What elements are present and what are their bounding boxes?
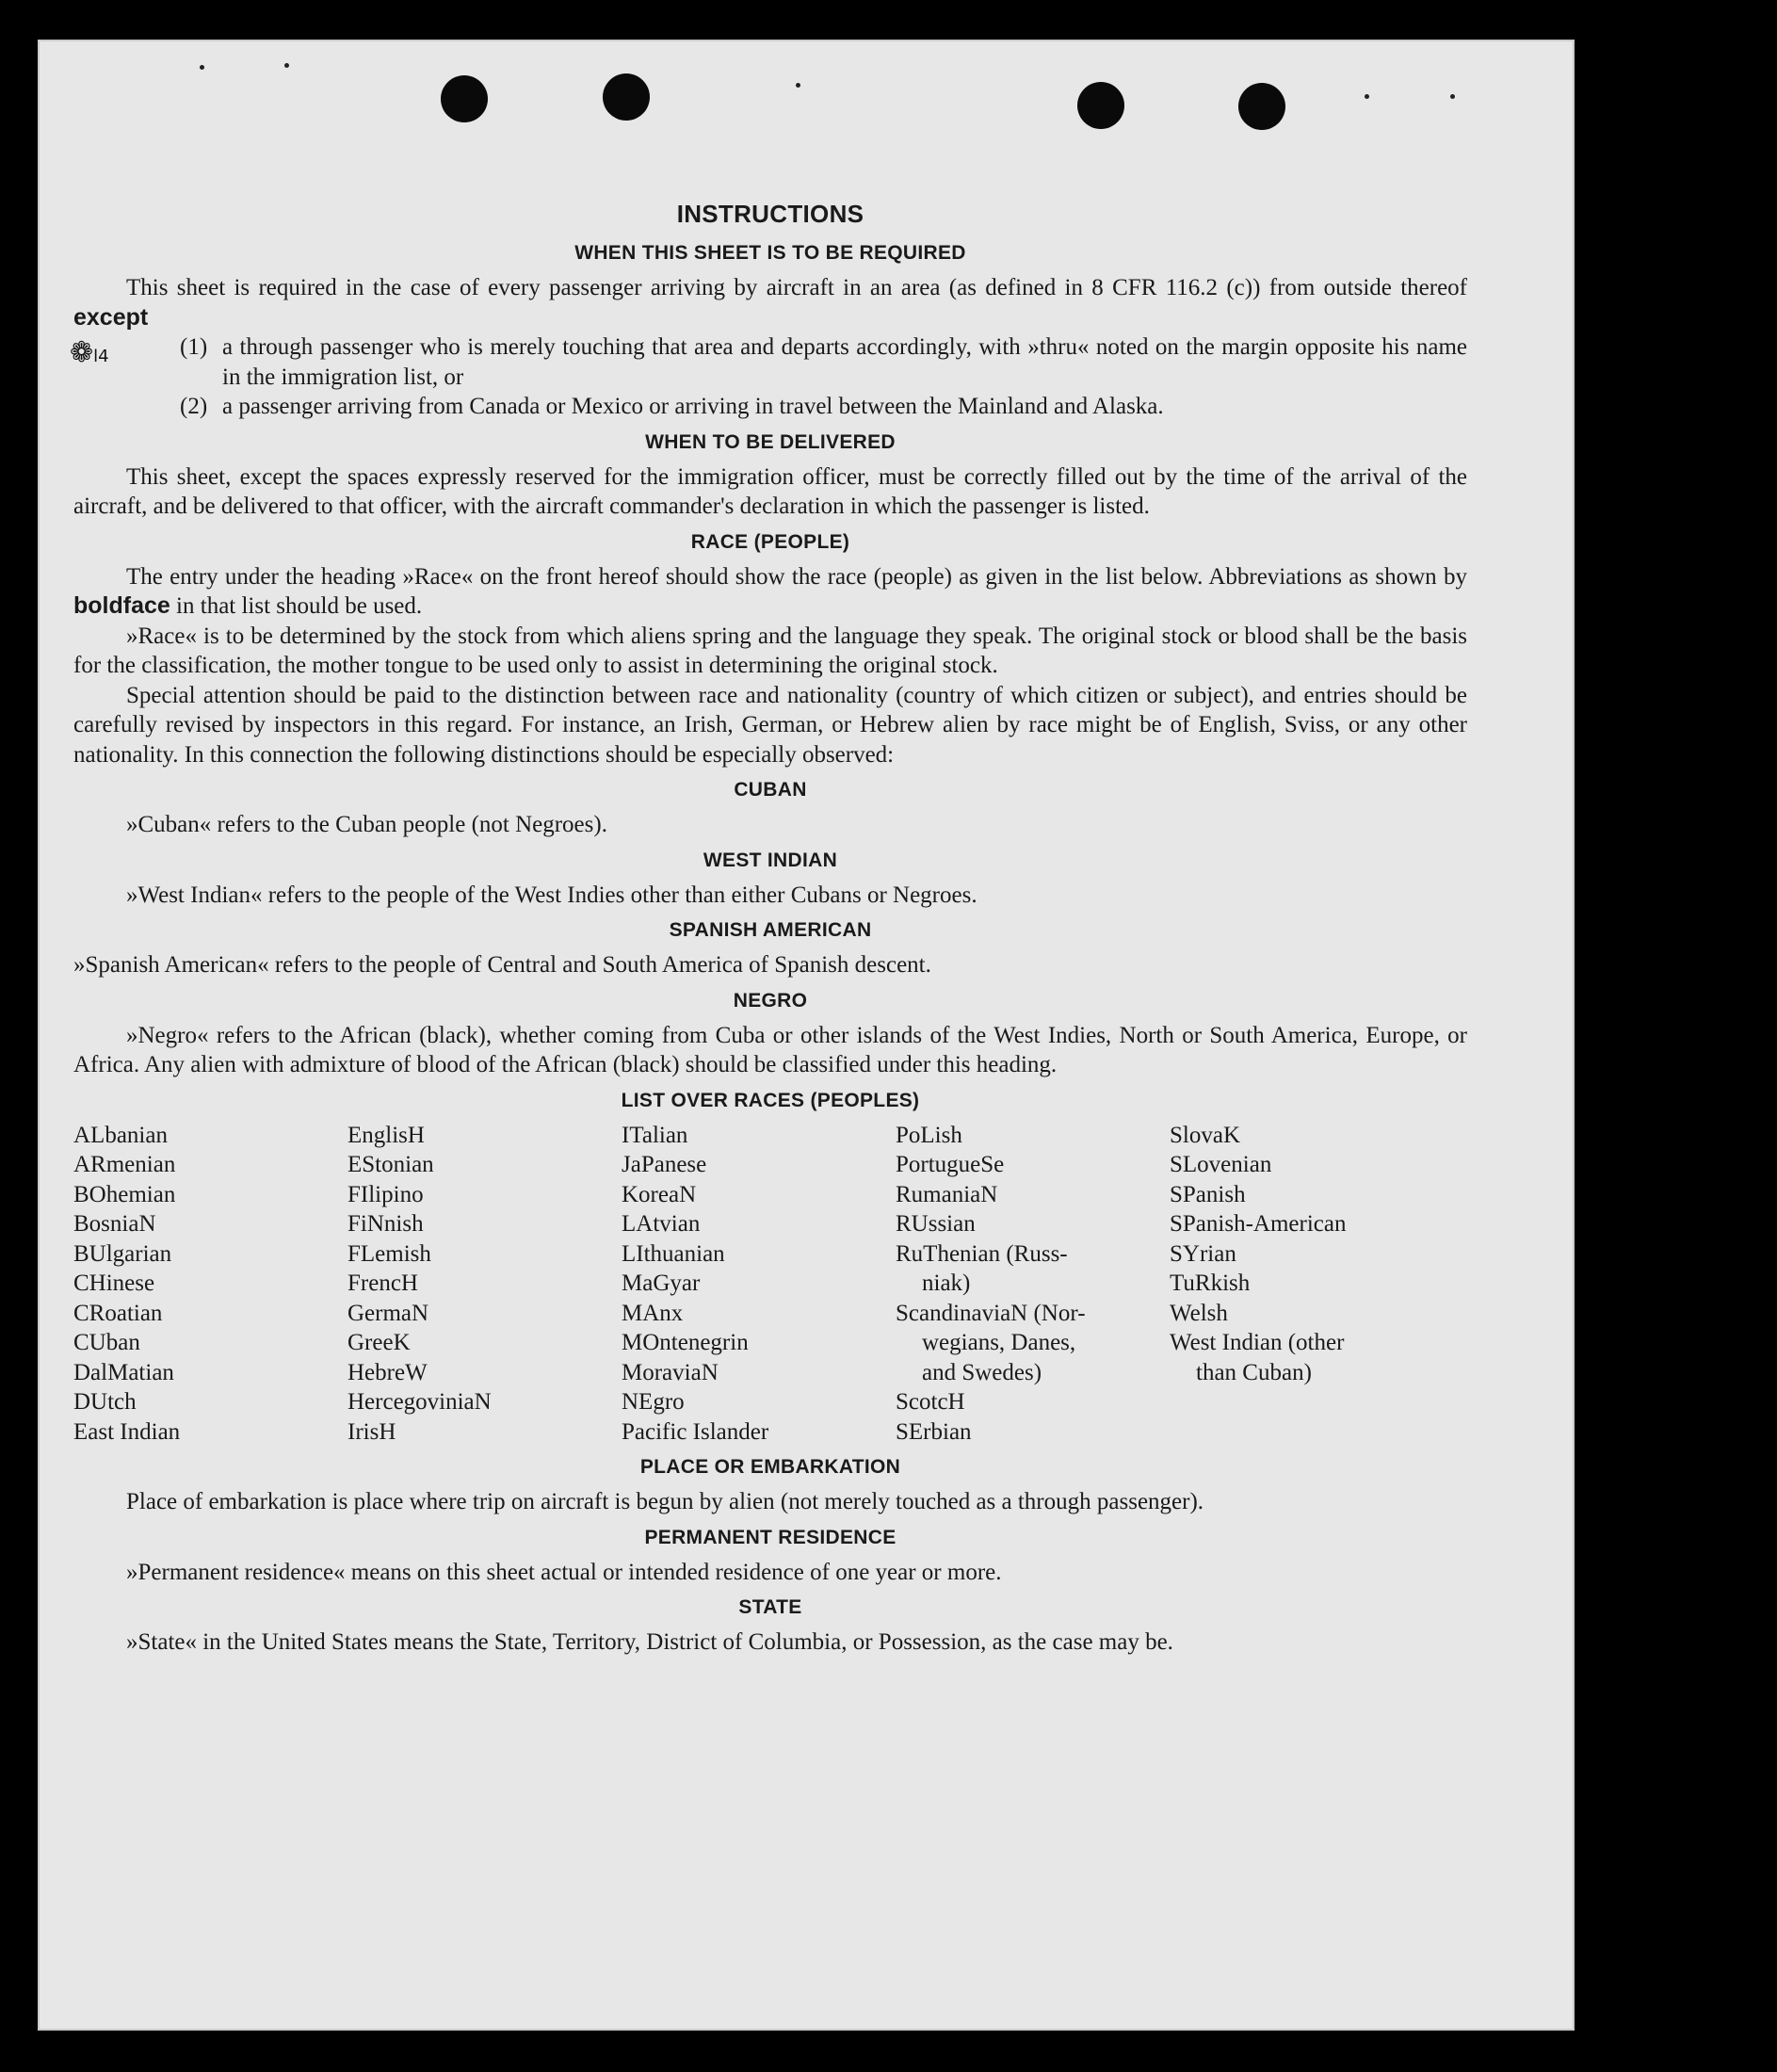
heading-delivered: WHEN TO BE DELIVERED bbox=[645, 430, 896, 453]
race-entry: SPanish-American bbox=[1170, 1211, 1347, 1237]
race-entry: ARmenian bbox=[73, 1152, 176, 1177]
speck bbox=[796, 83, 800, 88]
race-entry: MoraviaN bbox=[622, 1359, 719, 1385]
race-entry: MAnx bbox=[622, 1300, 684, 1326]
speck bbox=[200, 65, 204, 70]
race-entry: GreeK bbox=[347, 1330, 411, 1355]
race-entry: niak) bbox=[922, 1271, 971, 1296]
race-entry: ALbanian bbox=[73, 1122, 168, 1148]
heading-spanish-american: SPANISH AMERICAN bbox=[669, 919, 872, 941]
race-entry: RUssian bbox=[896, 1211, 976, 1237]
race-entry: CUban bbox=[73, 1330, 140, 1355]
race-entry: MOntenegrin bbox=[622, 1330, 749, 1355]
race-entry: ScandinaviaN (Nor- bbox=[896, 1300, 1086, 1326]
race-entry: LIthuanian bbox=[622, 1240, 725, 1267]
race-entry: Pacific Islander bbox=[622, 1418, 769, 1445]
race-entry: EnglisH bbox=[347, 1122, 425, 1148]
race-entry: BUlgarian bbox=[73, 1240, 172, 1267]
required-intro: This sheet is required in the case of every passenger arriving by aircraft in an area (as defined in 8 CFR 116.2 (c)) from outside thereof except bbox=[73, 275, 1467, 331]
race-entry: Welsh bbox=[1170, 1300, 1228, 1326]
race-entry: HercegoviniaN bbox=[347, 1389, 492, 1415]
race-entry: DalMatian bbox=[73, 1359, 174, 1385]
race-entry: GermaN bbox=[347, 1300, 429, 1326]
punch-hole bbox=[1238, 83, 1285, 130]
heading-west-indian: WEST INDIAN bbox=[703, 849, 838, 871]
race-column bbox=[1170, 1121, 1444, 1448]
required-item: (1) a through passenger who is merely touching that area and departs accordingly, with »thru« noted on the margin opposite his name in the immigration list, or bbox=[180, 334, 1467, 390]
race-entry: SPanish bbox=[1170, 1181, 1246, 1207]
race-entry: JaPanese bbox=[622, 1152, 707, 1177]
west-indian-text: »West Indian« refers to the people of the West Indies other than either Cubans or Negroes. bbox=[126, 882, 977, 908]
race-entry: wegians, Danes, bbox=[922, 1330, 1076, 1355]
race-entry: CRoatian bbox=[73, 1300, 163, 1326]
punch-hole bbox=[1077, 82, 1124, 129]
race-entry: FiNnish bbox=[347, 1211, 424, 1237]
race-entry: DUtch bbox=[73, 1389, 137, 1415]
heading-permanent-residence: PERMANENT RESIDENCE bbox=[644, 1526, 897, 1548]
race-column bbox=[73, 1121, 347, 1448]
embarkation-text: Place of embarkation is place where trip on aircraft is begun by alien (not merely touched as a through passenger). bbox=[126, 1489, 1204, 1514]
race-column bbox=[347, 1121, 622, 1448]
race-entry: NEgro bbox=[622, 1389, 685, 1415]
race-entry: and Swedes) bbox=[922, 1359, 1042, 1385]
spanish-american-text: »Spanish American« refers to the people of Central and South America of Spanish descent. bbox=[73, 952, 931, 978]
speck bbox=[284, 63, 289, 68]
race-paragraph-2: »Race« is to be determined by the stock from which aliens spring and the language they speak. The original stock or blood shall be the basis for the classification, the mother tongue to be used only to assist in determining the original stock. bbox=[73, 623, 1467, 678]
race-entry: TuRkish bbox=[1170, 1271, 1251, 1296]
race-entry: SErbian bbox=[896, 1418, 972, 1445]
instructions-content bbox=[73, 157, 1467, 1658]
punch-hole bbox=[441, 75, 488, 122]
race-entry: East Indian bbox=[73, 1418, 181, 1445]
heading-negro: NEGRO bbox=[733, 989, 808, 1012]
page-title: INSTRUCTIONS bbox=[676, 200, 864, 228]
race-entry: SlovaK bbox=[1170, 1122, 1240, 1148]
speck bbox=[1450, 94, 1455, 99]
document-page bbox=[38, 40, 1575, 2031]
race-entry: PoLish bbox=[896, 1122, 962, 1148]
race-list bbox=[73, 1121, 1467, 1448]
heading-race-list: LIST OVER RACES (PEOPLES) bbox=[621, 1089, 920, 1111]
race-entry: than Cuban) bbox=[1196, 1359, 1312, 1385]
race-entry: HebreW bbox=[347, 1359, 428, 1385]
race-entry: CHinese bbox=[73, 1271, 155, 1296]
ink-blot: ❁l4 bbox=[70, 336, 109, 369]
race-column bbox=[896, 1121, 1170, 1448]
race-entry: MaGyar bbox=[622, 1271, 701, 1296]
race-entry: KoreaN bbox=[622, 1181, 697, 1207]
residence-text: »Permanent residence« means on this sheet actual or intended residence of one year or more. bbox=[126, 1559, 1002, 1585]
race-entry: BosniaN bbox=[73, 1211, 156, 1237]
cuban-text: »Cuban« refers to the Cuban people (not Negroes). bbox=[126, 812, 607, 837]
race-entry: RumaniaN bbox=[896, 1181, 998, 1207]
race-entry: SLovenian bbox=[1170, 1152, 1272, 1177]
race-entry: PortugueSe bbox=[896, 1152, 1005, 1177]
race-paragraph-1: The entry under the heading »Race« on the front hereof should show the race (people) as given in the list below. Abbreviations as shown by boldface in that list should be used. bbox=[73, 563, 1467, 619]
speck bbox=[1365, 94, 1369, 99]
race-entry: BOhemian bbox=[73, 1181, 176, 1207]
punch-hole bbox=[603, 73, 650, 121]
race-entry: FIlipino bbox=[347, 1181, 424, 1207]
heading-required: WHEN THIS SHEET IS TO BE REQUIRED bbox=[574, 242, 966, 264]
race-column bbox=[622, 1121, 896, 1448]
heading-cuban: CUBAN bbox=[734, 779, 807, 801]
race-paragraph-3: Special attention should be paid to the distinction between race and nationality (country of which citizen or subject), and entries should be carefully revised by inspectors in this regard. For instance, an Irish, German, or Hebrew alien by race might be of English, Sviss, or any other nationality. In this connection the following distinctions should be especially observed: bbox=[73, 682, 1467, 768]
race-entry: FLemish bbox=[347, 1240, 431, 1267]
heading-embarkation: PLACE OR EMBARKATION bbox=[639, 1456, 901, 1478]
race-entry: EStonian bbox=[347, 1152, 434, 1177]
delivered-text: This sheet, except the spaces expressly reserved for the immigration officer, must be correctly filled out by the time of the arrival of the aircraft, and be delivered to that officer, with the aircraft commander's declaration in which the passenger is listed. bbox=[73, 463, 1467, 519]
race-entry: ITalian bbox=[622, 1122, 688, 1148]
race-entry: IrisH bbox=[347, 1418, 396, 1445]
state-text: »State« in the United States means the State, Territory, District of Columbia, or Possession, as the case may be. bbox=[126, 1629, 1173, 1655]
race-entry: LAtvian bbox=[622, 1211, 701, 1237]
race-entry: ScotcH bbox=[896, 1389, 965, 1415]
required-item: (2) a passenger arriving from Canada or Mexico or arriving in travel between the Mainland and Alaska. bbox=[180, 394, 1164, 419]
race-entry: SYrian bbox=[1170, 1240, 1236, 1267]
race-entry: RuThenian (Russ- bbox=[896, 1240, 1068, 1267]
race-entry: FrencH bbox=[347, 1271, 418, 1296]
heading-race: RACE (PEOPLE) bbox=[690, 530, 850, 553]
race-entry: West Indian (other bbox=[1170, 1330, 1345, 1355]
heading-state: STATE bbox=[738, 1596, 802, 1618]
negro-text: »Negro« refers to the African (black), whether coming from Cuba or other islands of the West Indies, North or South America, Europe, or Africa. Any alien with admixture of blood of the African (black) should be classified under this heading. bbox=[73, 1022, 1467, 1077]
